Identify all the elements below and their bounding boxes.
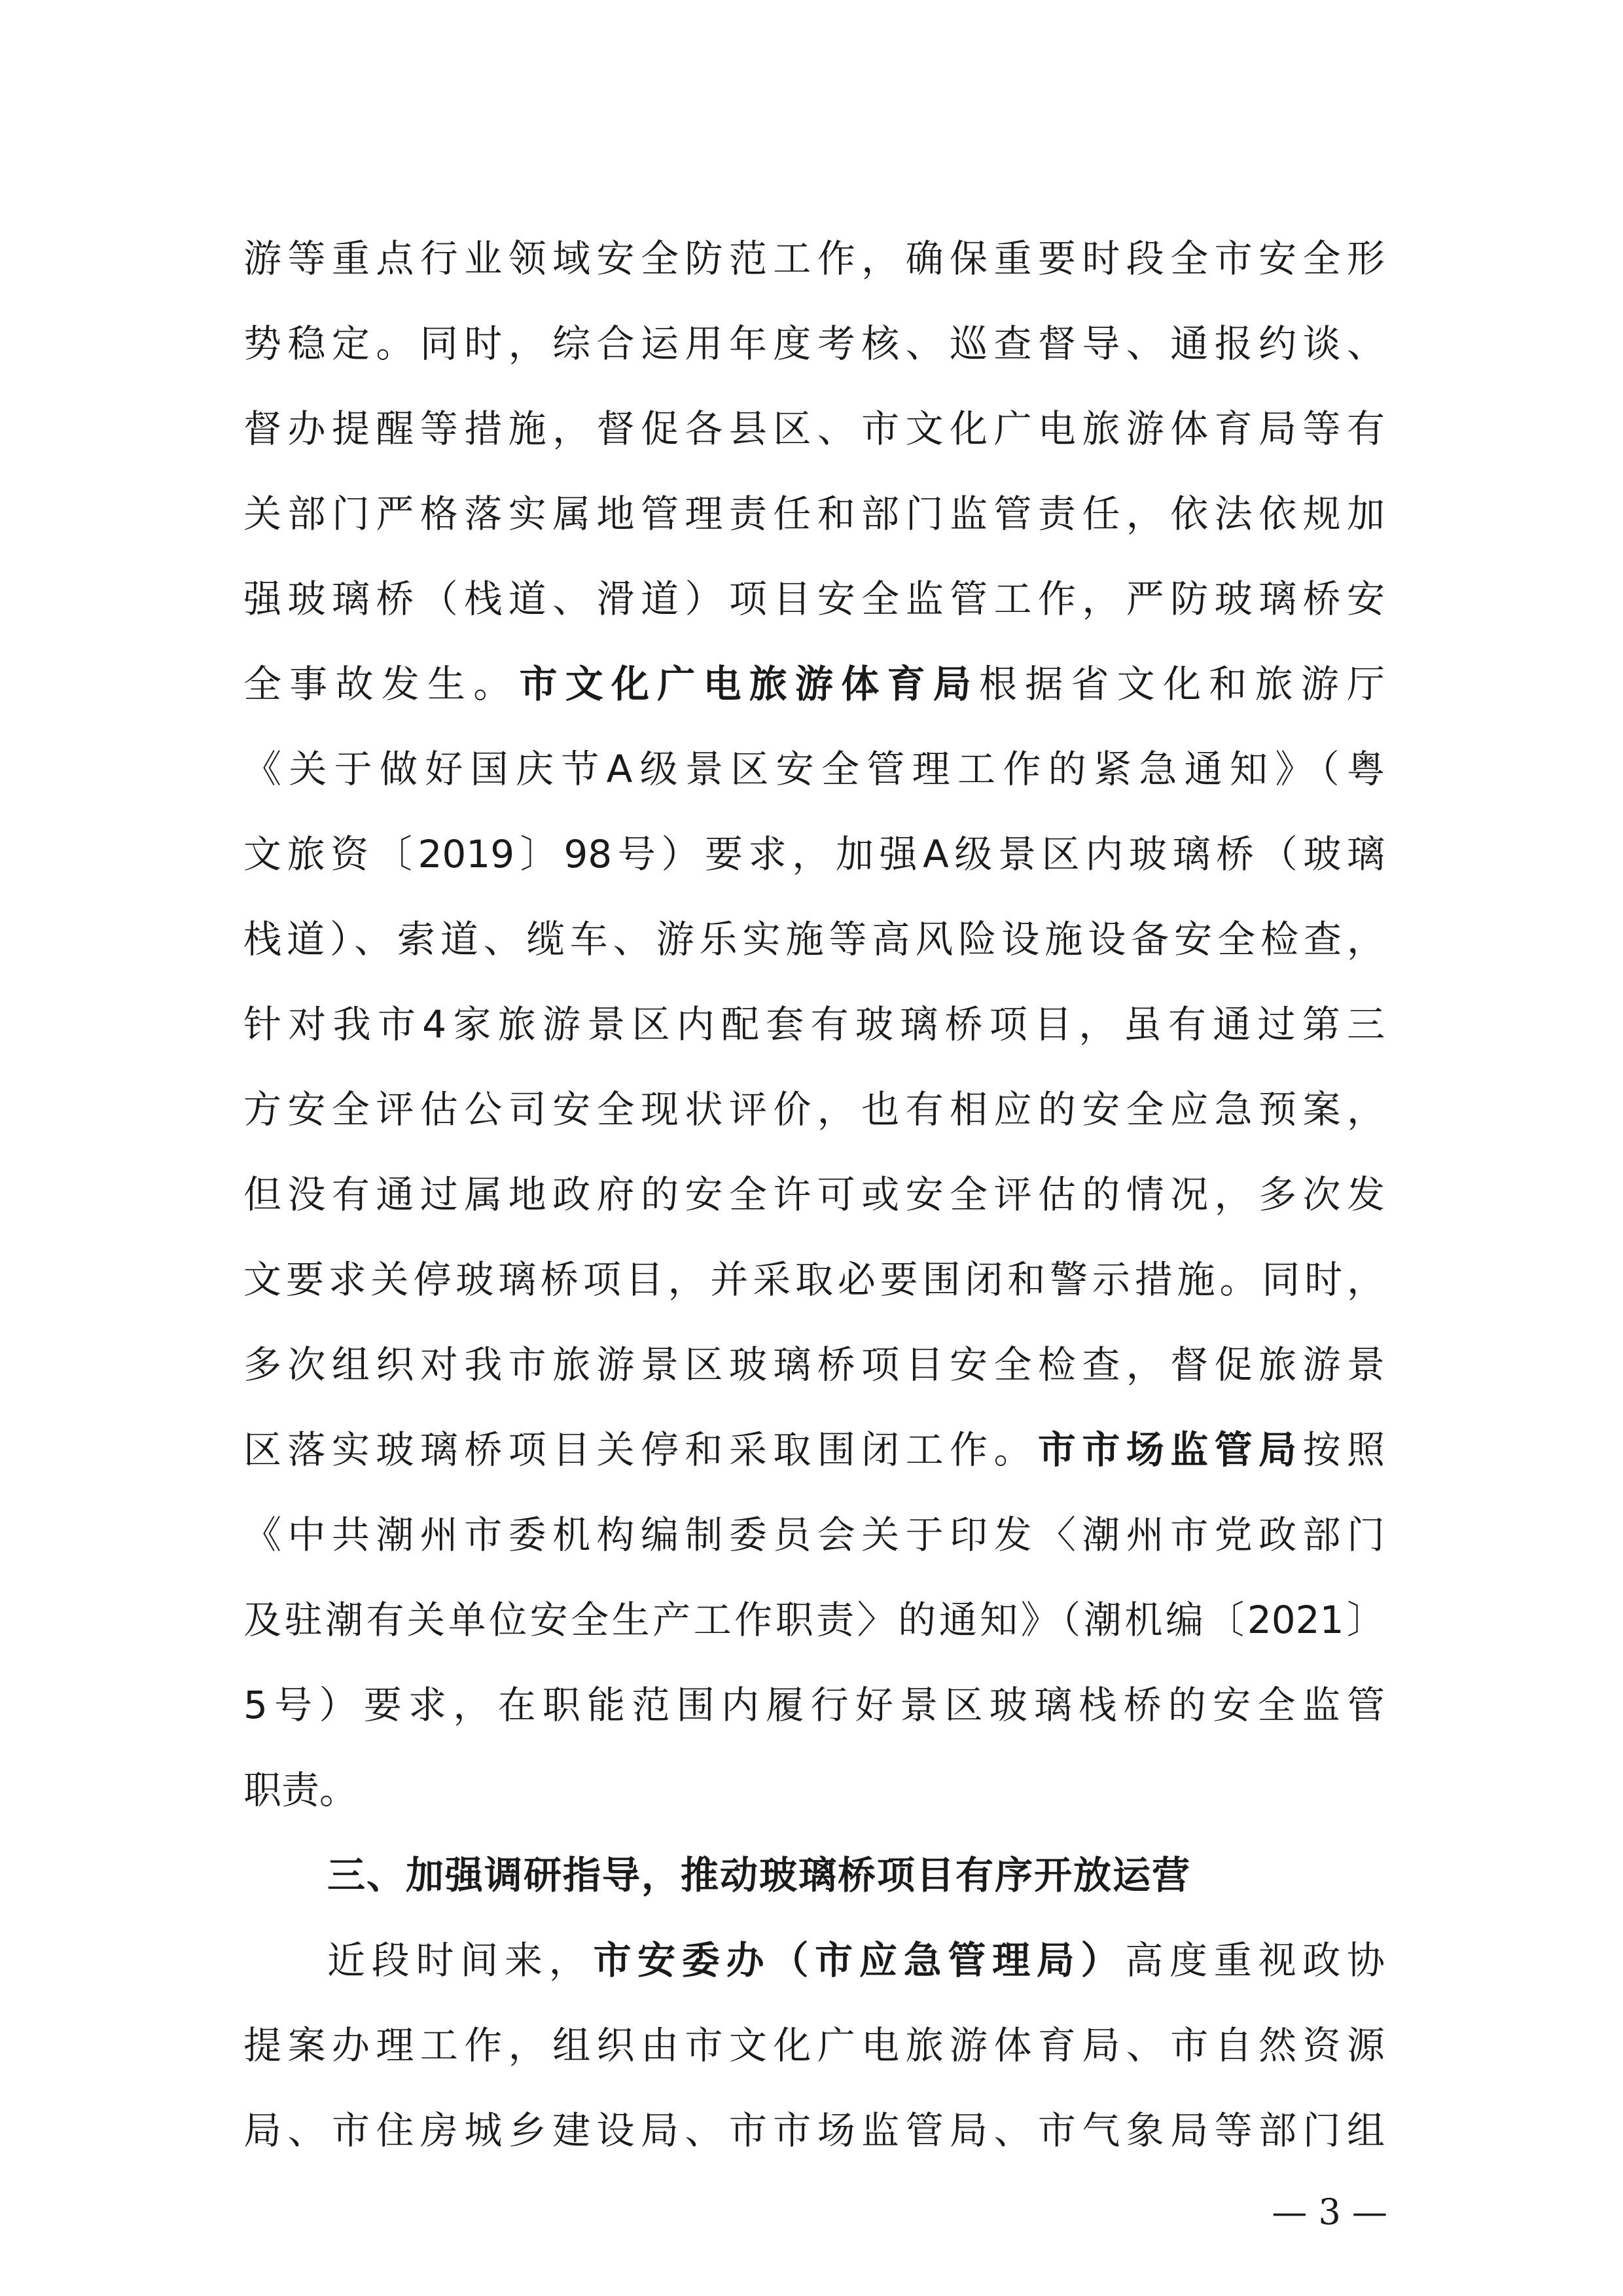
body-text: 关部门严格落实属地管理责任和部门监管责任，依法依规加: [243, 492, 1385, 536]
body-text: 职责。: [243, 1768, 358, 1812]
body-text: 游等重点行业领域安全防范工作，确保重要时段全市安全形: [243, 236, 1385, 281]
body-text: 提案办理工作，组织由市文化广电旅游体育局、市自然资源: [243, 2023, 1385, 2068]
body-line: [243, 812, 1385, 897]
body-line: [243, 2003, 1385, 2088]
body-text: 督办提醒等措施，督促各县区、市文化广电旅游体育局等有: [243, 406, 1385, 451]
body-text: 强玻璃桥（栈道、滑道）项目安全监管工作，严防玻璃桥安: [243, 577, 1385, 621]
body-text: 但没有通过属地政府的安全许可或安全评估的情况，多次发: [243, 1172, 1385, 1217]
body-text: 5号）要求，在职能范围内履行好景区玻璃栈桥的安全监管: [243, 1683, 1385, 1727]
body-text: 方安全评估公司安全现状评价，也有相应的安全应急预案，: [243, 1087, 1385, 1132]
body-text: 区落实玻璃桥项目关停和采取围闭工作。: [243, 1427, 1038, 1472]
body-line: [243, 641, 1385, 726]
body-text: 文旅资〔2019〕98号）要求，加强A级景区内玻璃桥（玻璃: [243, 832, 1385, 876]
body-line: [243, 897, 1385, 982]
bold-department-name: 市市场监管局: [1037, 1427, 1303, 1472]
body-line: [243, 1407, 1385, 1492]
body-text: 根据省文化和旅游厅: [978, 662, 1385, 706]
body-line: [243, 1237, 1385, 1322]
body-line: [243, 1662, 1385, 1748]
body-text: 势稳定。同时，综合运用年度考核、巡查督导、通报约谈、: [243, 321, 1385, 366]
body-line: [243, 1067, 1385, 1152]
body-line: [243, 471, 1385, 556]
body-text: 《关于做好国庆节A级景区安全管理工作的紧急通知》（粤: [243, 747, 1385, 791]
body-text: 近段时间来，: [327, 1938, 594, 1982]
page-number: — 3 —: [1272, 2191, 1387, 2233]
body-line: [243, 386, 1385, 471]
body-text: 局、市住房城乡建设局、市市场监管局、市气象局等部门组: [243, 2108, 1385, 2153]
body-text: 多次组织对我市旅游景区玻璃桥项目安全检查，督促旅游景: [243, 1342, 1385, 1387]
body-text: 文要求关停玻璃桥项目，并采取必要围闭和警示措施。同时，: [243, 1257, 1385, 1302]
body-text: 及驻潮有关单位安全生产工作职责〉的通知》（潮机编〔2021〕: [243, 1598, 1385, 1642]
body-line: [243, 1492, 1385, 1577]
body-line: [243, 1748, 1385, 1833]
body-line: [243, 726, 1385, 812]
body-line: [327, 1918, 1385, 2003]
body-line: [243, 1322, 1385, 1407]
body-text: 高度重视政协: [1125, 1938, 1385, 1982]
section-heading: 三、加强调研指导，推动玻璃桥项目有序开放运营: [327, 1853, 1192, 1897]
bold-department-name: 市文化广电旅游体育局: [519, 662, 979, 706]
body-text: 按照: [1302, 1427, 1385, 1472]
body-line: [243, 556, 1385, 641]
bold-department-name: 市安委办（市应急管理局）: [593, 1938, 1126, 1982]
body-line: [243, 301, 1385, 386]
body-text: 《中共潮州市委机构编制委员会关于印发〈潮州市党政部门: [243, 1513, 1385, 1557]
body-line: [243, 216, 1385, 301]
body-text: 针对我市4家旅游景区内配套有玻璃桥项目，虽有通过第三: [243, 1002, 1385, 1047]
body-line: [243, 982, 1385, 1067]
body-text: 全事故发生。: [243, 662, 520, 706]
body-text: 栈道）、索道、缆车、游乐实施等高风险设施设备安全检查，: [243, 917, 1385, 961]
body-line: [243, 1577, 1385, 1662]
body-line: [243, 1152, 1385, 1237]
body-line: [243, 2088, 1385, 2173]
